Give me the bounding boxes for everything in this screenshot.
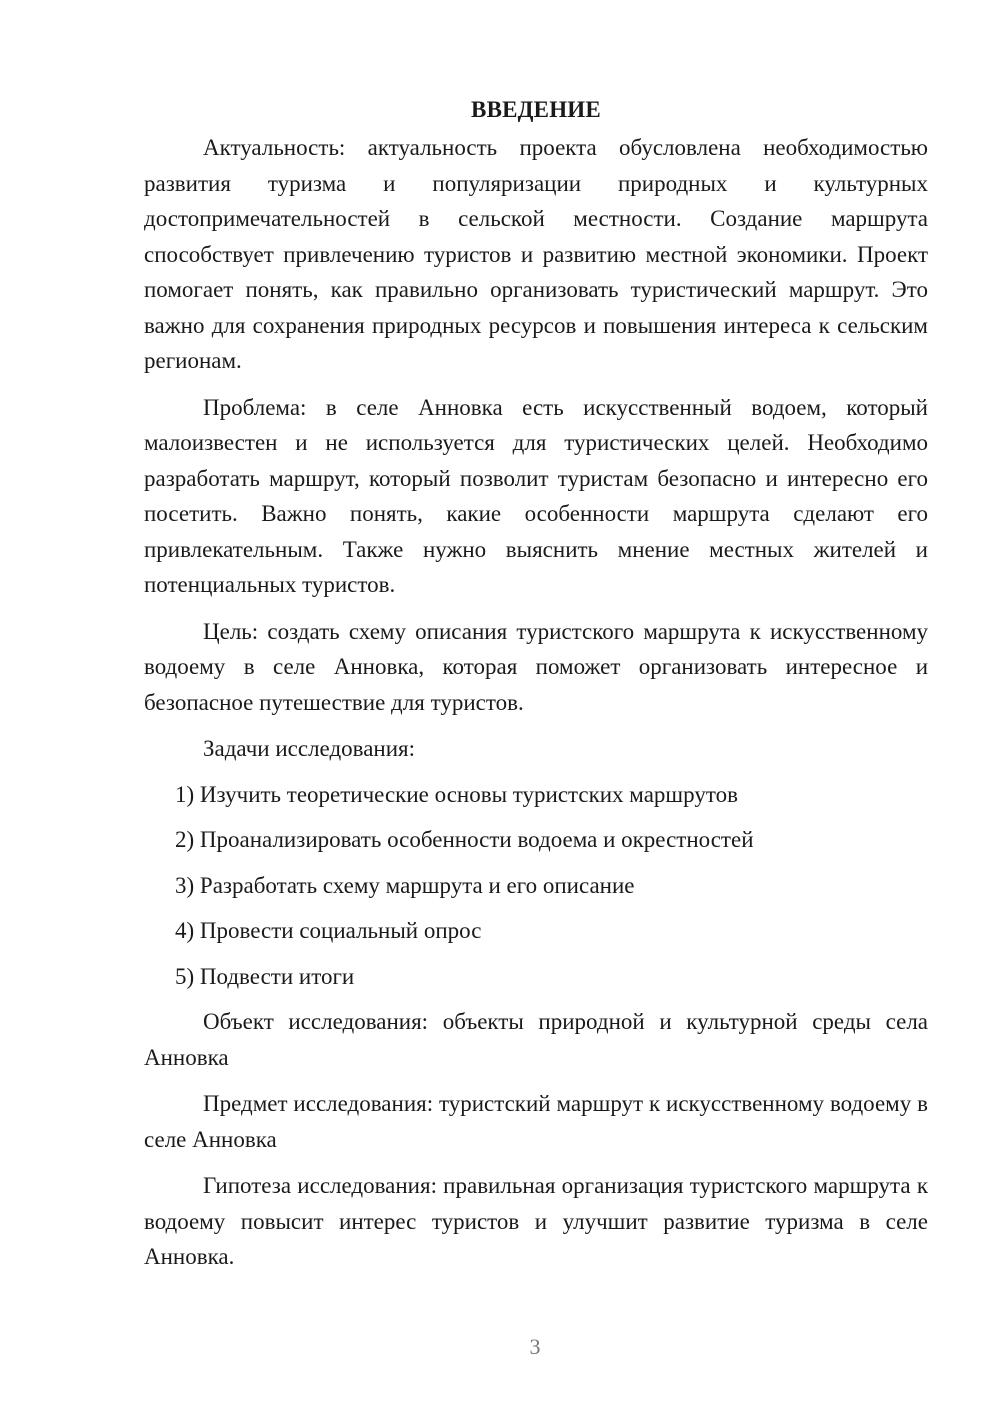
object-paragraph: Объект исследования: объекты природной и культурной среды села Анновка bbox=[144, 1009, 928, 1070]
document-body bbox=[144, 95, 928, 1286]
task-item-4: 4) Провести социальный опрос bbox=[175, 918, 482, 943]
tasks-title: Задачи исследования: bbox=[203, 736, 416, 761]
page-number: 3 bbox=[529, 1334, 541, 1359]
relevance-paragraph: Актуальность: актуальность проекта обусловлена необходимостью развития туризма и популяризации природных и культурных достопримечательностей в сельской местности. Создание маршрута способствует привлечению туристов и развитию местной экономики. Проект помогает понять, как правильно организовать туристический маршрут. Это важно для сохранения природных ресурсов и повышения интереса к сельским регионам. bbox=[144, 135, 928, 373]
task-item-5: 5) Подвести итоги bbox=[175, 963, 355, 989]
hypothesis-paragraph: Гипотеза исследования: правильная организация туристского маршрута к водоему повысит интерес туристов и улучшит развитие туризма в селе Анновка. bbox=[144, 1173, 928, 1269]
section-heading: ВВЕДЕНИЕ bbox=[471, 97, 601, 122]
subject-paragraph: Предмет исследования: туристский маршрут к искусственному водоему в селе Анновка bbox=[144, 1091, 928, 1152]
goal-paragraph: Цель: создать схему описания туристского маршрута к искусственному водоему в селе Анновка, которая поможет организовать интересное и безопасное путешествие для туристов. bbox=[144, 618, 928, 715]
task-item-2: 2) Проанализировать особенности водоема и окрестностей bbox=[175, 827, 754, 852]
task-item-3: 3) Разработать схему маршрута и его описание bbox=[175, 872, 635, 898]
task-item-1: 1) Изучить теоретические основы туристских маршрутов bbox=[175, 781, 738, 807]
problem-paragraph: Проблема: в селе Анновка есть искусственный водоем, который малоизвестен и не используется для туристических целей. Необходимо разработать маршрут, который позволит туристам безопасно и интересно его посетить. Важно понять, какие особенности маршрута сделают его привлекательным. Также нужно выяснить мнение местных жителей и потенциальных туристов. bbox=[144, 394, 928, 597]
research-tasks-list bbox=[144, 777, 928, 995]
